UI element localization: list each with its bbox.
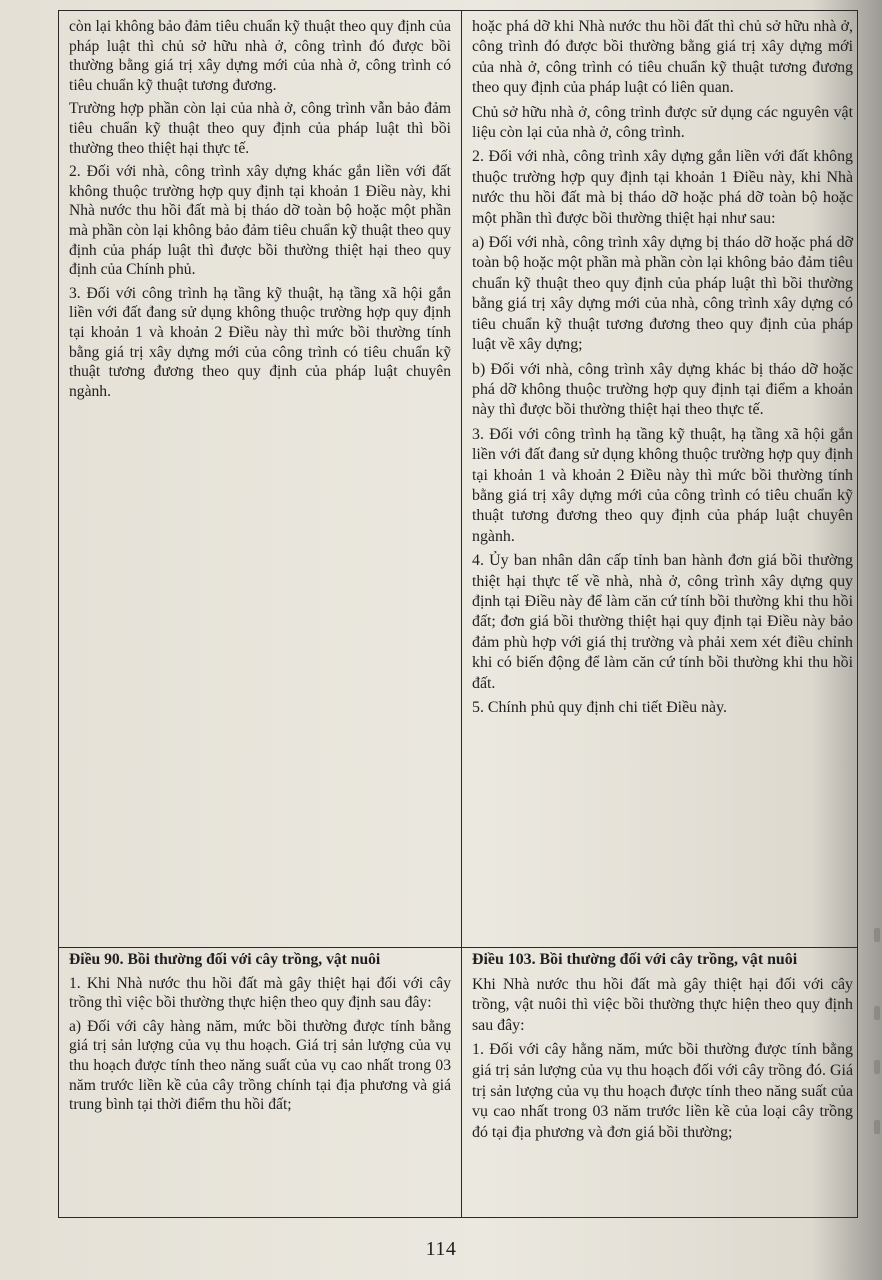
paragraph: 3. Đối với công trình hạ tầng kỹ thuật, hạ tầng xã hội gắn liền với đất đang sử dụng không thuộc trường hợp quy định tại khoản 1 và khoản 2 Điều này thì mức bồi thường tính bằng giá trị xây dựng mới của công trình có tiêu chuẩn kỹ thuật tương đương theo quy định của pháp luật chuyên ngành. [69,284,451,400]
paragraph: a) Đối với nhà, công trình xây dựng bị tháo dỡ hoặc phá dỡ toàn bộ hoặc một phần mà phần còn lại không bảo đảm tiêu chuẩn kỹ thuật theo quy định của pháp luật thì bồi thường bằng giá trị xây dựng mới của nhà, công trình xây dựng có tiêu chuẩn kỹ thuật tương đương theo quy định của pháp luật về xây dựng; [472,234,853,354]
page-edge-mark [874,1120,880,1134]
paragraph: 2. Đối với nhà, công trình xây dựng gắn liền với đất không thuộc trường hợp quy định tại khoản 1 Điều này, khi Nhà nước thu hồi đất mà bị tháo dỡ hoặc phá dỡ toàn bộ hoặc một phần thì được bồi thường thiệt hại như sau: [472,148,853,227]
paragraph: b) Đối với nhà, công trình xây dựng khác bị tháo dỡ hoặc phá dỡ không thuộc trường hợp quy định tại điểm a khoản này thì được bồi thường thiệt hại theo thực tế. [472,360,853,419]
cell-new-law-article-103 [462,950,859,1147]
page-edge-mark [874,1006,880,1020]
article-heading: Điều 103. Bồi thường đối với cây trồng, vật nuôi [472,951,798,968]
article-heading: Điều 90. Bồi thường đối với cây trồng, vật nuôi [69,951,381,968]
paragraph: 4. Ủy ban nhân dân cấp tỉnh ban hành đơn giá bồi thường thiệt hại thực tế về nhà, nhà ở, công trình xây dựng quy định tại Điều này để làm căn cứ tính bồi thường khi thu hồi đất; đơn giá bồi thường thiệt hại quy định tại Điều này bảo đảm phù hợp với giá thị trường và phải xem xét điều chỉnh khi có biến động để làm căn cứ tính bồi thường khi thu hồi đất. [472,552,853,692]
paragraph: Chủ sở hữu nhà ở, công trình được sử dụng các nguyên vật liệu còn lại của nhà ở, công trình. [472,103,853,142]
page-number: 114 [425,1238,457,1260]
cell-new-law-top [462,17,859,722]
paragraph: 1. Đối với cây hằng năm, mức bồi thường được tính bằng giá trị sản lượng của vụ thu hoạch đối với cây trồng đó. Giá trị sản lượng của vụ thu hoạch được tính theo năng suất của vụ cao nhất trong 03 năm trước liền kề của loại cây trồng đó tại địa phương và đơn giá bồi thường; [472,1041,853,1141]
cell-old-law-top [59,17,461,405]
paragraph: a) Đối với cây hàng năm, mức bồi thường được tính bằng giá trị sản lượng của vụ thu hoạch. Giá trị sản lượng của vụ thu hoạch được tính theo năng suất của vụ cao nhất trong 03 năm trước liền kề của cây trồng chính tại địa phương và giá trung bình tại thời điểm thu hồi đất; [69,1017,451,1114]
paragraph: hoặc phá dỡ khi Nhà nước thu hồi đất thì chủ sở hữu nhà ở, công trình đó được bồi thường bằng giá trị xây dựng mới của nhà ở, công trình có tiêu chuẩn kỹ thuật tương đương theo quy định của pháp luật có liên quan. [472,18,853,97]
page-edge-mark [874,928,880,942]
row-divider [59,947,857,948]
cell-old-law-article-90 [59,950,461,1119]
paragraph: còn lại không bảo đảm tiêu chuẩn kỹ thuật theo quy định của pháp luật thì chủ sở hữu nhà ở, công trình đó được bồi thường bằng giá trị xây dựng mới của nhà ở, công trình có tiêu chuẩn kỹ thuật tương đương. [69,18,451,94]
paragraph: Trường hợp phần còn lại của nhà ở, công trình vẫn bảo đảm tiêu chuẩn kỹ thuật theo quy định của pháp luật thì bồi thường theo thiệt hại thực tế. [69,100,451,157]
paragraph: 3. Đối với công trình hạ tầng kỹ thuật, hạ tầng xã hội gắn liền với đất đang sử dụng không thuộc trường hợp quy định tại khoản 1 và khoản 2 Điều này thì mức bồi thường tính bằng giá trị xây dựng mới của công trình có tiêu chuẩn kỹ thuật tương đương theo quy định của pháp luật chuyên ngành. [472,425,853,545]
page-edge-mark [874,1060,880,1074]
paragraph: 2. Đối với nhà, công trình xây dựng khác gắn liền với đất không thuộc trường hợp quy định tại khoản 1 Điều này, khi Nhà nước thu hồi đất mà bị tháo dỡ toàn bộ hoặc một phần mà phần còn lại không bảo đảm tiêu chuẩn kỹ thuật theo quy định của pháp luật thì được bồi thường thiệt hại theo quy định của Chính phủ. [69,163,451,279]
paragraph: 1. Khi Nhà nước thu hồi đất mà gây thiệt hại đối với cây trồng thì việc bồi thường thực hiện theo quy định sau đây: [69,974,451,1012]
paragraph: Khi Nhà nước thu hồi đất mà gây thiệt hại đối với cây trồng, vật nuôi thì việc bồi thường thực hiện theo quy định sau đây: [472,975,853,1034]
comparison-table [58,10,858,1218]
paragraph: 5. Chính phủ quy định chi tiết Điều này. [472,699,727,716]
